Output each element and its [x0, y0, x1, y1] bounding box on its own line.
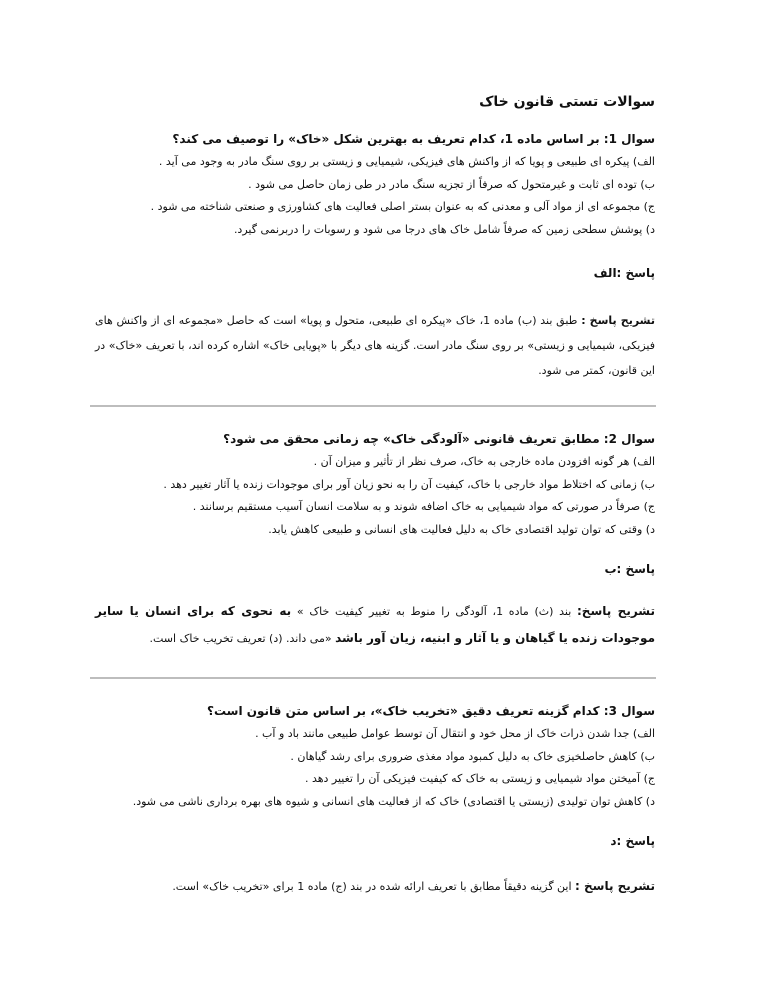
question-text: سوال 2: مطابق تعریف قانونی «آلودگی خاک» چه زمانی محقق می شود؟: [223, 432, 655, 446]
explanation: [95, 308, 655, 383]
option-jim: ج) مجموعه ای از مواد آلی و معدنی که به عنوان بستر اصلی فعالیت های کشاورزی و صنعتی شناخته می شود .: [150, 200, 655, 213]
explanation-text: طبق بند (ب) ماده 1، خاک «پیکره ای طبیعی، متحول و پویا» است که حاصل «مجموعه ای از واکنش های فیزیکی، شیمیایی و زیستی» بر روی سنگ مادر است. گزینه های دیگر با «پویایی خاک» اشاره کرده اند، با تعریف «خاک» در این قانون، کمتر می شود.: [95, 314, 655, 377]
options-list: [95, 151, 655, 241]
section-divider: [90, 405, 656, 407]
section-divider: [90, 677, 656, 679]
explanation-emphasis: به نحوی که برای انسان یا سایر موجودات زنده یا گیاهان و یا آثار و ابنیه، زیان آور باشد: [95, 604, 655, 645]
option-be: ب) توده ای ثابت و غیرمتحول که صرفاً از تجزیه سنگ مادر در طی زمان حاصل می شود .: [248, 177, 655, 191]
explanation-text: این گزینه دقیقاً مطابق با تعریف ارائه شده در بند (ج) ماده 1 برای «تخریب خاک» است.: [172, 880, 572, 893]
option-jim: ج) آمیختن مواد شیمیایی و زیستی به خاک که کیفیت فیزیکی آن را تغییر دهد .: [304, 772, 655, 785]
question-text: سوال 1: بر اساس ماده 1، کدام تعریف به بهترین شکل «خاک» را توصیف می کند؟: [172, 132, 655, 146]
explanation-text: بند (ث) ماده 1، آلودگی را منوط به تغییر کیفیت خاک »: [296, 605, 572, 618]
options-list: [95, 723, 655, 813]
option-jim: ج) صرفاً در صورتی که مواد شیمیایی به خاک اضافه شوند و به سلامت انسان آسیب مستقیم برسانند .: [192, 500, 655, 513]
answer-label: پاسخ :د: [610, 834, 655, 848]
option-be: ب) کاهش حاصلخیزی خاک به دلیل کمبود مواد مغذی ضروری برای رشد گیاهان .: [290, 749, 655, 763]
answer-label: پاسخ :ب: [604, 562, 655, 576]
explanation-label: تشریح پاسخ:: [577, 604, 656, 618]
explanation-label: تشریح پاسخ :: [575, 879, 655, 893]
option-be: ب) زمانی که اختلاط مواد خارجی با خاک، کیفیت آن را به نحو زیان آور برای موجودات زنده یا آثار تغییر دهد .: [163, 477, 655, 491]
option-alef: الف) هر گونه افزودن ماده خارجی به خاک، صرف نظر از تأثیر و میزان آن .: [313, 455, 655, 468]
page-title: سوالات تستی قانون خاک: [479, 94, 655, 110]
option-dal: د) کاهش توان تولیدی (زیستی یا اقتصادی) خاک که از فعالیت های انسانی و شیوه های بهره برداری ناشی می شود.: [132, 794, 655, 808]
answer-label: پاسخ :الف: [593, 266, 655, 280]
explanation: [95, 598, 655, 652]
option-dal: د) وقتی که توان تولید اقتصادی خاک به دلیل فعالیت های انسانی و طبیعی کاهش یابد.: [268, 522, 655, 536]
question-2: [95, 428, 655, 653]
question-1: [95, 128, 655, 378]
option-alef: الف) جدا شدن ذرات خاک از محل خود و انتقال آن توسط عوامل طبیعی مانند باد و آب .: [255, 727, 655, 740]
option-dal: د) پوشش سطحی زمین که صرفاً شامل خاک های درجا می شود و رسوبات را دربرنمی گیرد.: [233, 222, 655, 236]
explanation-tail: «می داند. (د) تعریف تخریب خاک است.: [149, 632, 332, 645]
question-3: [95, 700, 655, 900]
options-list: [95, 451, 655, 541]
question-text: سوال 3: کدام گزینه تعریف دقیق «تخریب خاک»، بر اساس متن قانون است؟: [207, 704, 655, 718]
option-alef: الف) پیکره ای طبیعی و پویا که از واکنش های فیزیکی، شیمیایی و زیستی بر روی سنگ مادر به وجود می آید .: [158, 155, 655, 168]
explanation: [95, 874, 655, 899]
explanation-label: تشریح پاسخ :: [581, 314, 655, 327]
